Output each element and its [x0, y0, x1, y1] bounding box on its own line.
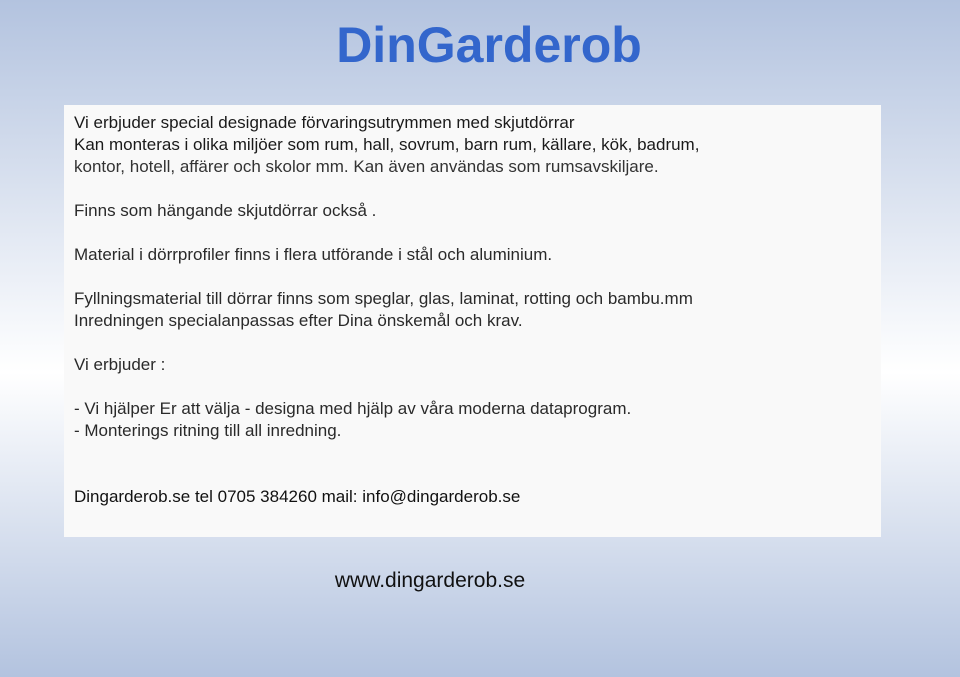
filling-line: Fyllningsmaterial till dörrar finns som speglar, glas, laminat, rotting och bambu.mm — [74, 289, 693, 308]
filling-line: Inredningen specialanpassas efter Dina önskemål och krav. — [74, 311, 523, 330]
offer-heading: Vi erbjuder : — [74, 355, 166, 374]
brand-title: DinGarderob — [336, 17, 642, 73]
material-text: Material i dörrprofiler finns i flera utförande i stål och aluminium. — [74, 245, 553, 264]
intro-line: Vi erbjuder special designade förvaringsutrymmen med skjutdörrar — [74, 113, 575, 132]
contact-line: Dingarderob.se tel 0705 384260 mail: info@dingarderob.se — [74, 487, 521, 506]
offer-item: - Monterings ritning till all inredning. — [74, 421, 342, 440]
intro-line: Kan monteras i olika miljöer som rum, hall, sovrum, barn rum, källare, kök, badrum, — [74, 135, 700, 154]
offer-list — [74, 398, 871, 442]
filling-paragraph — [74, 288, 871, 332]
intro-line: kontor, hotell, affärer och skolor mm. Kan även användas som rumsavskiljare. — [74, 157, 659, 176]
intro-paragraph — [74, 112, 871, 178]
offer-item: - Vi hjälper Er att välja - designa med hjälp av våra moderna dataprogram. — [74, 399, 632, 418]
hanging-doors-text: Finns som hängande skjutdörrar också . — [74, 201, 377, 220]
content-panel — [64, 105, 881, 537]
website-url[interactable]: www.dingarderob.se — [334, 569, 526, 592]
